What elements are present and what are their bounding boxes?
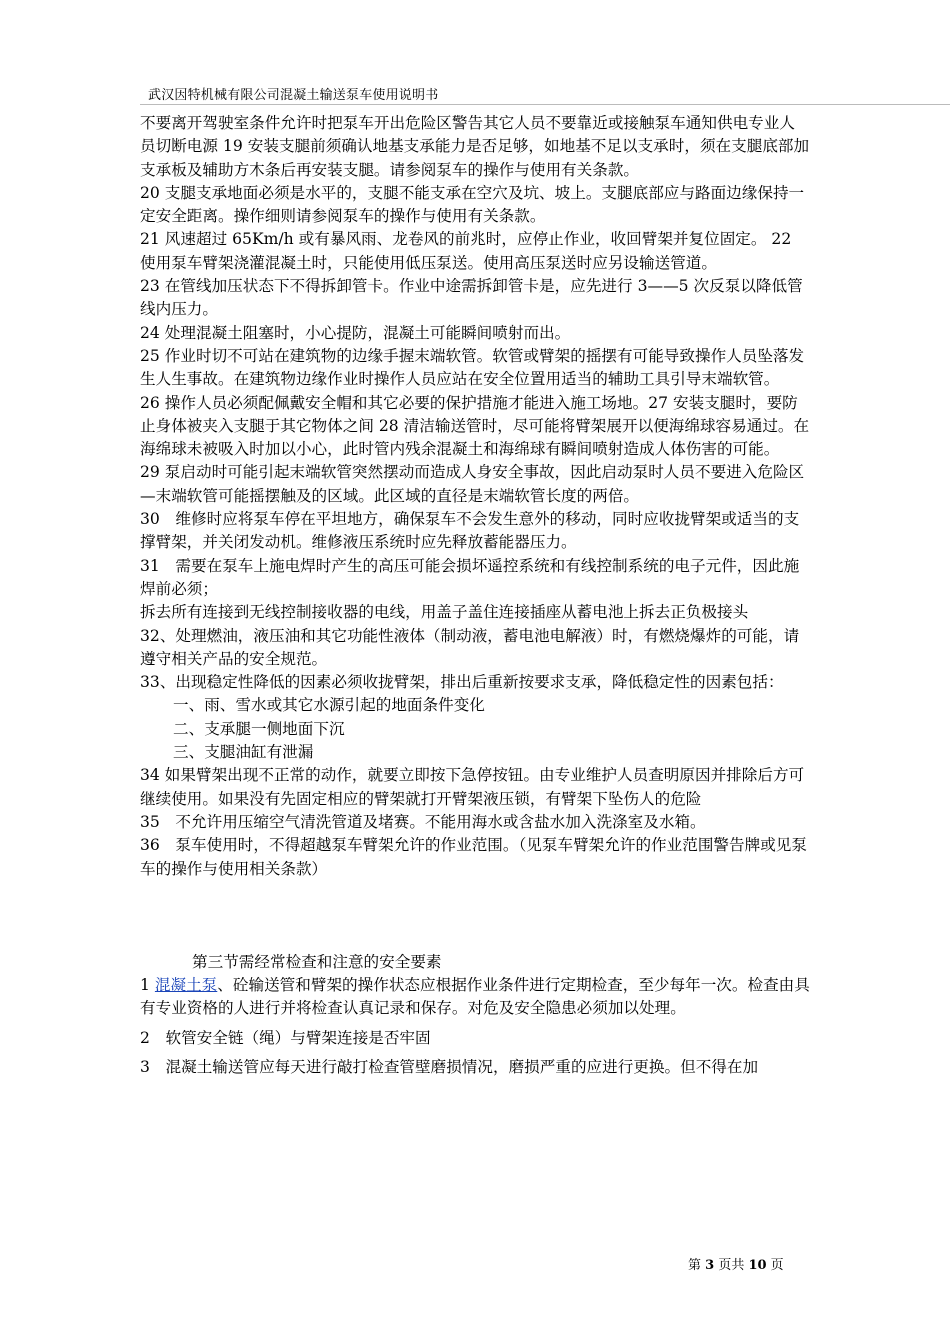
spacer	[140, 881, 810, 951]
paragraph: 不要离开驾驶室条件允许时把泵车开出危险区警告其它人员不要靠近或接触泵车通知供电专业人员切断电源 19 安装支腿前须确认地基支承能力是否足够，如地基不足以支承时，须在支腿底部加支承板及辅助方木条后再安装支腿。请参阅泵车的操作与使用有关条款。	[140, 114, 810, 179]
paragraph: 21 风速超过 65Km/h 或有暴风雨、龙卷风的前兆时，应停止作业，收回臂架并复位固定。 22 使用泵车臂架浇灌混凝土时，只能使用低压泵送。使用高压泵送时应另设输送管道。	[140, 230, 792, 272]
paragraph: 35 不允许用压缩空气清洗管道及堵赛。不能用海水或含盐水加入洗涤室及水箱。	[140, 812, 706, 831]
paragraph-text: 、砼输送管和臂架的操作状态应根据作业条件进行定期检查，至少每年一次。检查由具有专业资格的人进行并将检查认真记录和保存。对危及安全隐患必须加以处理。	[140, 976, 810, 1018]
paragraph: 32、处理燃油，液压油和其它功能性液体（制动液，蓄电池电解液）时，有燃烧爆炸的可能，请遵守相关产品的安全规范。	[140, 626, 800, 668]
paragraph: 3 混凝土输送管应每天进行敲打检查管壁磨损情况，磨损严重的应进行更换。但不得在加	[140, 1057, 759, 1076]
concrete-pump-link[interactable]: 混凝土泵	[154, 976, 218, 995]
section-title: 第三节需经常检查和注意的安全要素	[192, 952, 442, 971]
paragraph: 29 泵启动时可能引起末端软管突然摆动而造成人身安全事故，因此启动泵时人员不要进入危险区—末端软管可能摇摆触及的区域。此区域的直径是末端软管长度的两倍。	[140, 463, 805, 505]
total-pages: 10	[748, 1258, 767, 1273]
paragraph: 拆去所有连接到无线控制接收器的电线，用盖子盖住连接插座从蓄电池上拆去正负极接头	[140, 603, 749, 622]
item-number: 1	[140, 976, 155, 995]
paragraph: 31 需要在泵车上施电焊时产生的高压可能会损坏遥控系统和有线控制系统的电子元件，因此施焊前必须；	[140, 556, 800, 598]
document-body	[140, 112, 810, 1079]
header-rule	[140, 104, 950, 105]
paragraph: 2 软管安全链（绳）与臂架连接是否牢固	[140, 1028, 431, 1047]
current-page: 3	[705, 1258, 715, 1273]
page-footer: 第 3 页共 10 页	[688, 1258, 784, 1273]
paragraph: 20 支腿支承地面必须是水平的，支腿不能支承在空穴及坑、坡上。支腿底部应与路面边缘保持一定安全距离。操作细则请参阅泵车的操作与使用有关条款。	[140, 183, 805, 226]
list-item: 三、支腿油缸有泄漏	[173, 743, 314, 762]
paragraph: 24 处理混凝土阻塞时，小心提防，混凝土可能瞬间喷射而出。	[140, 323, 571, 342]
paragraph: 25 作业时切不可站在建筑物的边缘手握末端软管。软管或臂架的摇摆有可能导致操作人员坠落发生人生事故。在建筑物边缘作业时操作人员应站在安全位置用适当的辅助工具引导末端软管。	[140, 346, 805, 389]
paragraph	[140, 974, 810, 1021]
document-header: 武汉因特机械有限公司混凝土输送泵车使用说明书	[148, 88, 439, 103]
paragraph: 36 泵车使用时，不得超越泵车臂架允许的作业范围。（见泵车臂架允许的作业范围警告牌或见泵车的操作与使用相关条款）	[140, 836, 807, 878]
paragraph: 34 如果臂架出现不正常的动作，就要立即按下急停按钮。由专业维护人员查明原因并排除后方可继续使用。如果没有先固定相应的臂架就打开臂架液压锁，有臂架下坠伤人的危险	[140, 766, 805, 808]
paragraph: 30 维修时应将泵车停在平坦地方，确保泵车不会发生意外的移动，同时应收拢臂架或适当的支撑臂架，并关闭发动机。维修液压系统时应先释放蓄能器压力。	[140, 510, 800, 552]
paragraph: 26 操作人员必须配佩戴安全帽和其它必要的保护措施才能进入施工场地。27 安装支腿时，要防止身体被夹入支腿于其它物体之间 28 清洁输送管时，尽可能将臂架展开以便海绵球容易通过。在海绵球未被吸入时加以小心，此时管内残余混凝土和海绵球有瞬间喷射造成人体伤害的可能。	[140, 393, 810, 459]
list-item: 一、雨、雪水或其它水源引起的地面条件变化	[173, 696, 485, 715]
paragraph: 23 在管线加压状态下不得拆卸管卡。作业中途需拆卸管卡是，应先进行 3——5 次反泵以降低管线内压力。	[140, 277, 803, 319]
paragraph: 33、出现稳定性降低的因素必须收拢臂架，排出后重新按要求支承，降低稳定性的因素包括：	[140, 673, 784, 692]
list-item: 二、支承腿一侧地面下沉	[173, 719, 345, 738]
